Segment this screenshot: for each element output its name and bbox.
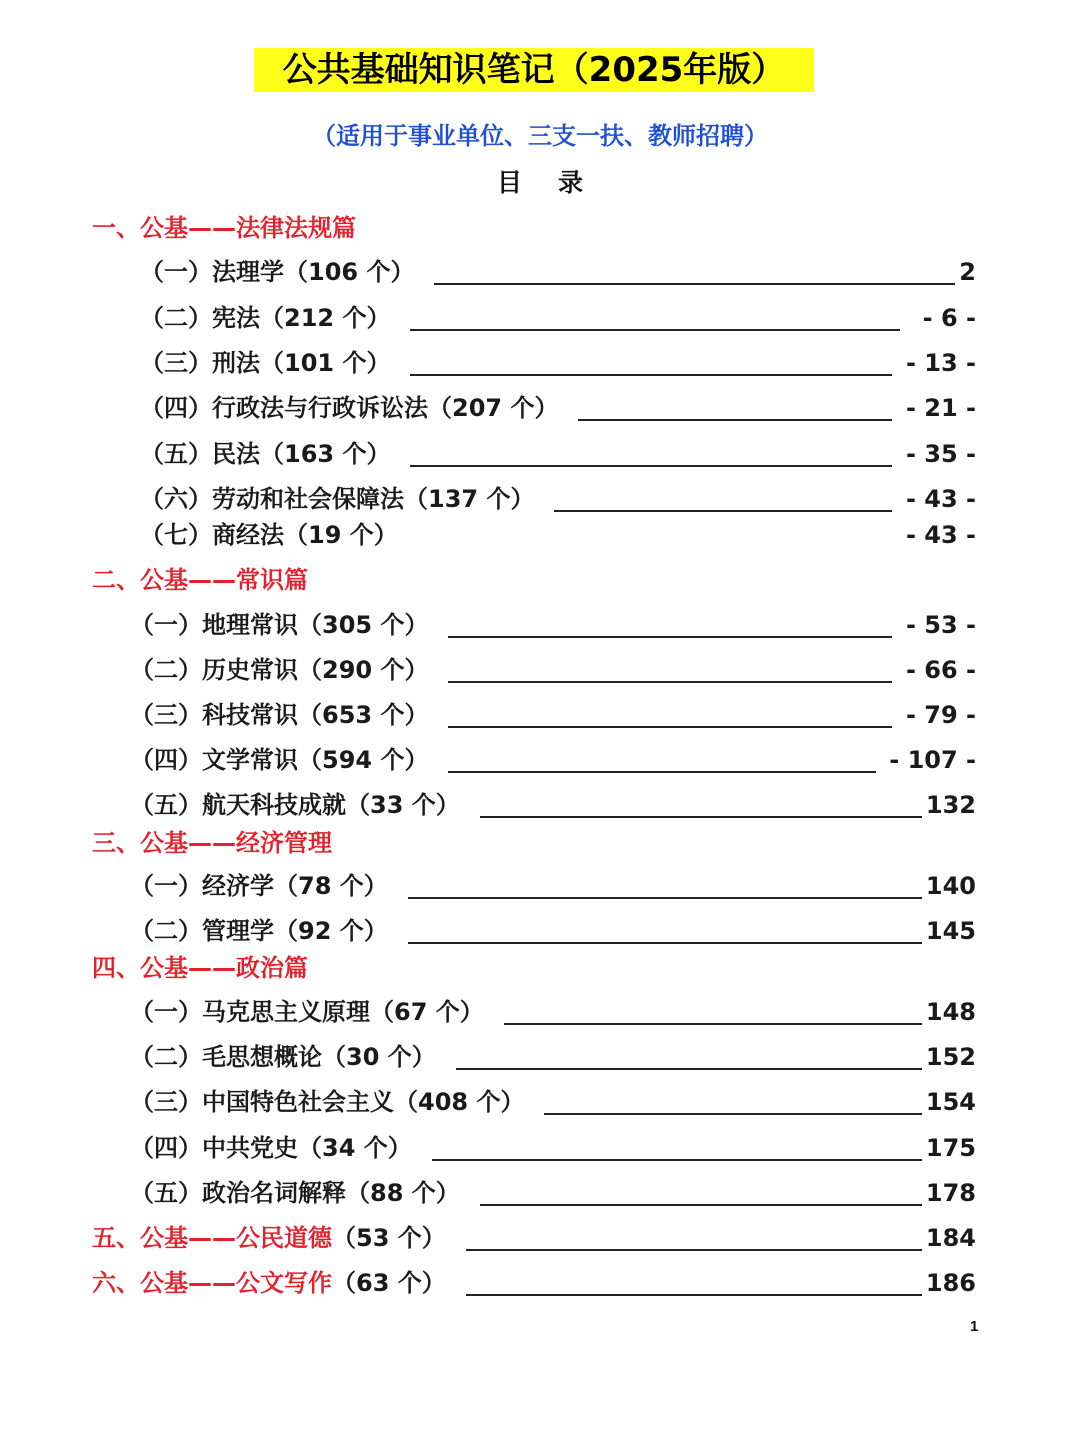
leader-line xyxy=(456,1068,922,1070)
entry-label: （三）中国特色社会主义（408 个） xyxy=(130,1088,525,1116)
toc-entry[interactable] xyxy=(130,913,976,949)
toc-entry-official-writing[interactable] xyxy=(92,1265,976,1301)
toc-entry[interactable] xyxy=(130,994,976,1030)
leader-line xyxy=(448,726,892,728)
toc-entry[interactable] xyxy=(140,436,976,472)
footer-page-number: 1 xyxy=(970,1318,979,1335)
entry-label: （六）劳动和社会保障法（137 个） xyxy=(140,485,535,513)
entry-label: （三）刑法（101 个） xyxy=(140,349,391,377)
section-title-politics: 四、公基——政治篇 xyxy=(92,954,308,982)
section-title-economics: 三、公基——经济管理 xyxy=(92,829,332,857)
leader-line xyxy=(480,816,922,818)
leader-line xyxy=(448,771,876,773)
entry-page: - 21 - xyxy=(905,394,976,422)
entry-label: （一）经济学（78 个） xyxy=(130,872,388,900)
entry-label: （七）商经法（19 个） xyxy=(140,521,398,549)
section-title-civic-morality: 五、公基——公民道德 xyxy=(92,1224,332,1252)
toc-entry[interactable] xyxy=(130,1130,976,1166)
entry-page: 175 xyxy=(925,1134,976,1162)
toc-entry[interactable] xyxy=(130,652,976,688)
entry-label: （四）文学常识（594 个） xyxy=(130,746,429,774)
entry-label: （四）中共党史（34 个） xyxy=(130,1134,412,1162)
toc-entry[interactable] xyxy=(140,517,976,553)
toc-entry[interactable] xyxy=(140,300,976,336)
toc-entry[interactable] xyxy=(140,481,976,517)
leader-line xyxy=(448,681,892,683)
document-title: 公共基础知识笔记（2025年版） xyxy=(254,48,814,92)
toc-entry[interactable] xyxy=(130,1175,976,1211)
entry-page: 148 xyxy=(925,998,976,1026)
entry-label: （一）马克思主义原理（67 个） xyxy=(130,998,484,1026)
toc-entry[interactable] xyxy=(130,1039,976,1075)
entry-label: （二）宪法（212 个） xyxy=(140,304,391,332)
leader-line xyxy=(578,419,892,421)
entry-label: （五）航天科技成就（33 个） xyxy=(130,791,460,819)
entry-label: （三）科技常识（653 个） xyxy=(130,701,429,729)
leader-line xyxy=(408,942,922,944)
toc-entry[interactable] xyxy=(140,390,976,426)
leader-line xyxy=(466,1249,922,1251)
entry-page: - 43 - xyxy=(905,521,976,549)
toc-entry[interactable] xyxy=(130,697,976,733)
entry-label: （二）历史常识（290 个） xyxy=(130,656,429,684)
entry-page: - 35 - xyxy=(905,440,976,468)
document-subtitle: （适用于事业单位、三支一扶、教师招聘） xyxy=(312,122,768,150)
leader-line xyxy=(480,1204,922,1206)
entry-page: - 107 - xyxy=(889,746,976,774)
leader-line xyxy=(410,374,892,376)
entry-page: 132 xyxy=(925,791,976,819)
toc-entry-civic-morality[interactable] xyxy=(92,1220,976,1256)
entry-page: 152 xyxy=(925,1043,976,1071)
entry-label: （一）法理学（106 个） xyxy=(140,258,415,286)
entry-count: （53 个） xyxy=(332,1224,446,1252)
entry-page: - 6 - xyxy=(922,304,976,332)
entry-label: （二）管理学（92 个） xyxy=(130,917,388,945)
section-title-official-writing: 六、公基——公文写作 xyxy=(92,1269,332,1297)
leader-line xyxy=(504,1023,922,1025)
toc-entry[interactable] xyxy=(130,787,976,823)
entry-page: 186 xyxy=(925,1269,976,1297)
leader-line xyxy=(432,1159,922,1161)
leader-line xyxy=(448,636,892,638)
entry-page: 2 xyxy=(959,258,976,286)
leader-line xyxy=(434,283,955,285)
entry-page: - 43 - xyxy=(905,485,976,513)
entry-page: - 53 - xyxy=(905,611,976,639)
entry-page: 178 xyxy=(925,1179,976,1207)
leader-line xyxy=(554,510,892,512)
entry-page: 140 xyxy=(925,872,976,900)
leader-line xyxy=(408,897,922,899)
entry-page: 145 xyxy=(925,917,976,945)
entry-label: （二）毛思想概论（30 个） xyxy=(130,1043,436,1071)
entry-label: （一）地理常识（305 个） xyxy=(130,611,429,639)
entry-page: 154 xyxy=(925,1088,976,1116)
leader-line xyxy=(466,1294,922,1296)
entry-page: - 66 - xyxy=(905,656,976,684)
entry-label: （五）政治名词解释（88 个） xyxy=(130,1179,460,1207)
section-title-common-knowledge: 二、公基——常识篇 xyxy=(92,566,308,594)
leader-line xyxy=(410,329,900,331)
entry-page: - 13 - xyxy=(905,349,976,377)
entry-label: （四）行政法与行政诉讼法（207 个） xyxy=(140,394,559,422)
section-title-law: 一、公基——法律法规篇 xyxy=(92,214,356,242)
toc-entry[interactable] xyxy=(130,1084,976,1120)
entry-page: 184 xyxy=(925,1224,976,1252)
toc-entry[interactable] xyxy=(140,345,976,381)
entry-page: - 79 - xyxy=(905,701,976,729)
toc-entry[interactable] xyxy=(130,868,976,904)
toc-heading: 目录 xyxy=(496,168,619,197)
entry-label: （五）民法（163 个） xyxy=(140,440,391,468)
leader-line xyxy=(544,1113,921,1115)
toc-entry[interactable] xyxy=(130,742,976,778)
entry-count: （63 个） xyxy=(332,1269,446,1297)
toc-entry[interactable] xyxy=(140,254,976,290)
toc-entry[interactable] xyxy=(130,607,976,643)
leader-line xyxy=(410,465,892,467)
